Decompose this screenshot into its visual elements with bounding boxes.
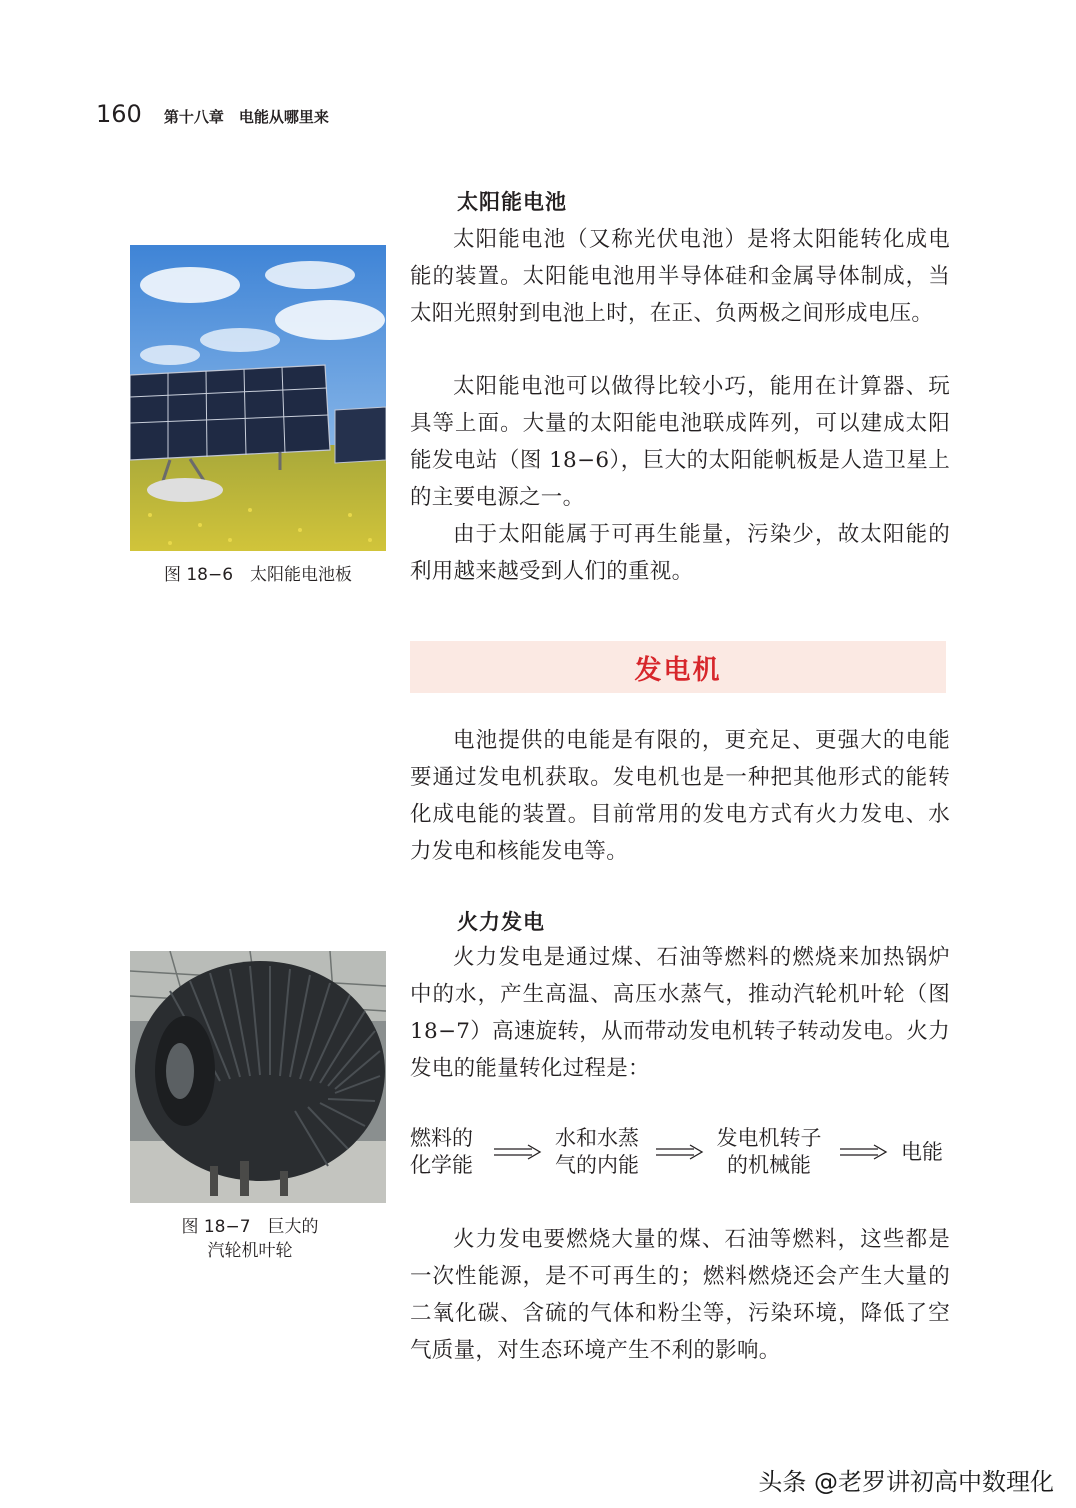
thermal-paragraph-2: 火力发电要燃烧大量的煤、石油等燃料，这些都是一次性能源，是不可再生的；燃料燃烧还会产生大量的二氧化碳、含硫的气体和粉尘等，污染环境，降低了空气质量，对生态环境产生不利的影响。 [410,1227,950,1363]
flow-step-2-line-1: 水和水蒸 [555,1126,639,1150]
flow-step-3-line-1: 发电机转子 [716,1126,822,1150]
solar-cell-heading: 太阳能电池 [457,190,567,214]
flow-step-chemical-energy [410,1125,482,1179]
flow-step-1-line-2: 化学能 [410,1153,473,1177]
flow-step-mechanical-energy [705,1125,833,1179]
figure-18-6-caption: 图 18−6 太阳能电池板 [163,565,353,585]
flow-step-2-line-2: 气的内能 [555,1153,639,1177]
turbine-illustration [130,951,386,1203]
generator-banner-title: 发电机 [634,654,722,686]
figure-18-7-caption [150,1215,350,1263]
figure-18-7-caption-line-2: 汽轮机叶轮 [207,1241,293,1261]
watermark: 头条 @老罗讲初高中数理化 [758,1468,1054,1496]
thermal-paragraph-1: 火力发电是通过煤、石油等燃料的燃烧来加热锅炉中的水，产生高温、高压水蒸气，推动汽轮机叶轮（图 18−7）高速旋转，从而带动发电机转子转动发电。火力发电的能量转化过程是： [410,945,950,1081]
page-number: 160 [96,100,142,128]
flow-step-1-line-1: 燃料的 [410,1126,473,1150]
generator-paragraph: 电池提供的电能是有限的，更充足、更强大的电能要通过发电机获取。发电机也是一种把其他形式的能转化成电能的装置。目前常用的发电方式有火力发电、水力发电和核能发电等。 [410,728,950,864]
flow-arrow-2-icon [656,1144,704,1160]
thermal-power-heading: 火力发电 [457,910,545,934]
page-header [96,100,329,128]
turbine-photo [130,951,386,1203]
chapter-title: 第十八章 电能从哪里来 [163,108,329,126]
flow-arrow-1-icon [494,1144,542,1160]
solar-paragraph-3: 由于太阳能属于可再生能量，污染少，故太阳能的利用越来越受到人们的重视。 [410,522,950,584]
solar-panel-photo [130,245,386,551]
flow-step-internal-energy [545,1125,649,1179]
solar-panel-illustration [130,245,386,551]
flow-step-electric-energy: 电能 [901,1140,943,1164]
figure-18-7-caption-line-1: 图 18−7 巨大的 [181,1217,319,1237]
solar-paragraph-1: 太阳能电池（又称光伏电池）是将太阳能转化成电能的装置。太阳能电池用半导体硅和金属导体制成，当太阳光照射到电池上时，在正、负两极之间形成电压。 [410,227,950,326]
flow-arrow-3-icon [840,1144,888,1160]
energy-conversion-flow [410,1125,950,1183]
solar-paragraph-2: 太阳能电池可以做得比较小巧，能用在计算器、玩具等上面。大量的太阳能电池联成阵列，可以建成太阳能发电站（图 18−6），巨大的太阳能帆板是人造卫星上的主要电源之一。 [410,374,950,510]
generator-banner [410,641,946,693]
flow-step-3-line-2: 的机械能 [727,1153,811,1177]
